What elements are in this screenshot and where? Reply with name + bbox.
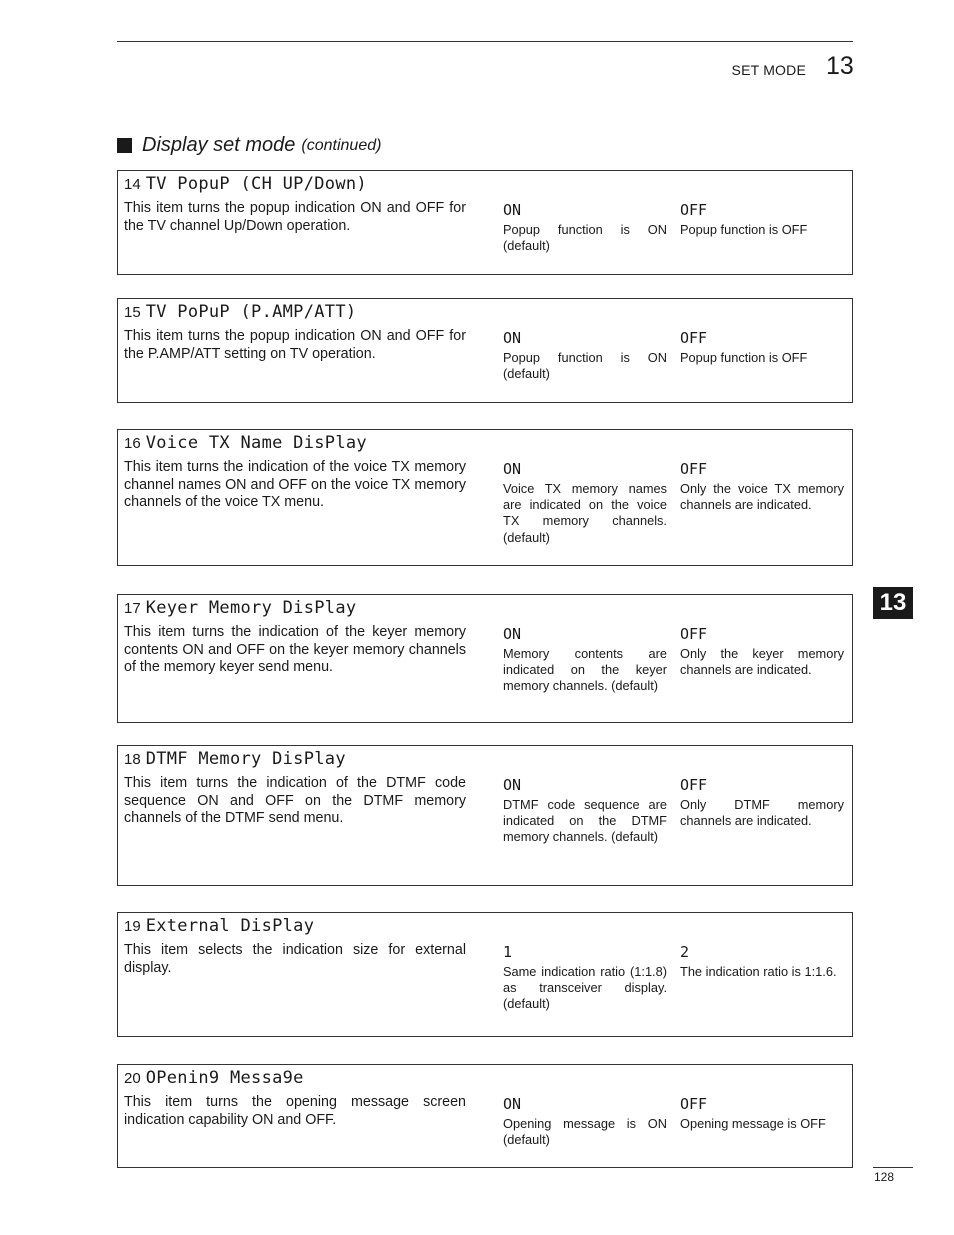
item-heading <box>124 916 314 936</box>
option-description: Same indication ratio (1:1.8) as transceiver display. (default) <box>503 964 667 1012</box>
option-on <box>503 1095 667 1148</box>
option-value: ON <box>503 1095 522 1113</box>
footer-rule <box>873 1167 913 1168</box>
option-description: The indication ratio is 1:1.6. <box>680 964 837 979</box>
item-description: This item selects the indication size for external display. <box>124 942 466 976</box>
option-description: Opening message is OFF <box>680 1116 826 1131</box>
option-description: Only the keyer memory channels are indicated. <box>680 646 844 678</box>
option-value: 2 <box>680 943 690 961</box>
item-name: DTMF Memory DisPlay <box>145 749 346 769</box>
item-heading <box>124 433 367 453</box>
item-description: This item turns the opening message screen indication capability ON and OFF. <box>124 1094 466 1128</box>
option-value: ON <box>503 460 522 478</box>
setting-item-15 <box>117 298 853 403</box>
option-description: Popup function is OFF <box>680 222 808 237</box>
option-description: Voice TX memory names are indicated on the voice TX memory channels. (default) <box>503 481 667 545</box>
option-on <box>503 776 667 846</box>
item-heading <box>124 749 346 769</box>
item-heading <box>124 1068 304 1088</box>
item-name: TV PopuP (CH UP/Down) <box>145 174 367 194</box>
option-value: 1 <box>503 943 513 961</box>
section-title-main: Display set mode <box>142 134 296 156</box>
option-1 <box>503 943 667 1013</box>
section-title-continued: (continued) <box>301 136 382 154</box>
item-description: This item turns the indication of the keyer memory contents ON and OFF on the keyer memory channels of the memory keyer send menu. <box>124 624 466 675</box>
option-off <box>680 625 844 678</box>
item-heading <box>124 174 367 194</box>
option-value: OFF <box>680 625 708 643</box>
option-2 <box>680 943 844 980</box>
option-off <box>680 776 844 829</box>
item-number: 20 <box>124 1070 141 1087</box>
option-off <box>680 201 844 238</box>
option-description: DTMF code sequence are indicated on the DTMF memory channels. (default) <box>503 797 667 845</box>
section-title <box>117 134 381 157</box>
option-description: Only DTMF memory channels are indicated. <box>680 797 844 829</box>
item-number: 15 <box>124 304 141 321</box>
option-description: Memory contents are indicated on the keyer memory channels. (default) <box>503 646 667 694</box>
option-on <box>503 329 667 382</box>
top-rule <box>117 41 853 42</box>
option-off <box>680 460 844 513</box>
setting-item-16 <box>117 429 853 566</box>
option-description: Popup function is OFF <box>680 350 808 365</box>
item-description: This item turns the indication of the DTMF code sequence ON and OFF on the DTMF memory channels of the DTMF send menu. <box>124 775 466 826</box>
item-number: 17 <box>124 600 141 617</box>
item-description: This item turns the popup indication ON and OFF for the TV channel Up/Down operation. <box>124 200 466 234</box>
item-heading <box>124 598 356 618</box>
setting-item-20 <box>117 1064 853 1168</box>
option-value: OFF <box>680 460 708 478</box>
item-name: Keyer Memory DisPlay <box>145 598 357 618</box>
item-name: TV PoPuP (P.AMP/ATT) <box>145 302 357 322</box>
option-off <box>680 1095 844 1132</box>
header-section-label: SET MODE <box>731 62 806 78</box>
page-number: 128 <box>874 1170 895 1184</box>
option-value: OFF <box>680 1095 708 1113</box>
option-on <box>503 460 667 546</box>
setting-item-19 <box>117 912 853 1037</box>
item-name: External DisPlay <box>145 916 315 936</box>
header-chapter-number: 13 <box>826 52 854 80</box>
item-name: Voice TX Name DisPlay <box>145 433 367 453</box>
option-value: ON <box>503 625 522 643</box>
option-off <box>680 329 844 366</box>
option-value: OFF <box>680 776 708 794</box>
item-number: 16 <box>124 435 141 452</box>
setting-item-17 <box>117 594 853 723</box>
item-number: 14 <box>124 176 141 193</box>
item-number: 18 <box>124 751 141 768</box>
option-on <box>503 625 667 695</box>
option-description: Opening message is ON (default) <box>503 1116 667 1148</box>
option-value: OFF <box>680 329 708 347</box>
option-on <box>503 201 667 254</box>
square-bullet-icon <box>117 138 132 153</box>
option-value: ON <box>503 201 522 219</box>
option-description: Only the voice TX memory channels are indicated. <box>680 481 844 513</box>
item-description: This item turns the popup indication ON and OFF for the P.AMP/ATT setting on TV operation. <box>124 328 466 362</box>
setting-item-18 <box>117 745 853 886</box>
option-description: Popup function is ON (default) <box>503 222 667 254</box>
option-value: ON <box>503 776 522 794</box>
item-number: 19 <box>124 918 141 935</box>
item-heading <box>124 302 356 322</box>
item-description: This item turns the indication of the voice TX memory channel names ON and OFF on the voice TX memory channels of the voice TX menu. <box>124 459 466 510</box>
option-description: Popup function is ON (default) <box>503 350 667 382</box>
option-value: OFF <box>680 201 708 219</box>
option-value: ON <box>503 329 522 347</box>
chapter-tab: 13 <box>873 587 913 619</box>
setting-item-14 <box>117 170 853 275</box>
item-name: OPenin9 Messa9e <box>145 1068 304 1088</box>
